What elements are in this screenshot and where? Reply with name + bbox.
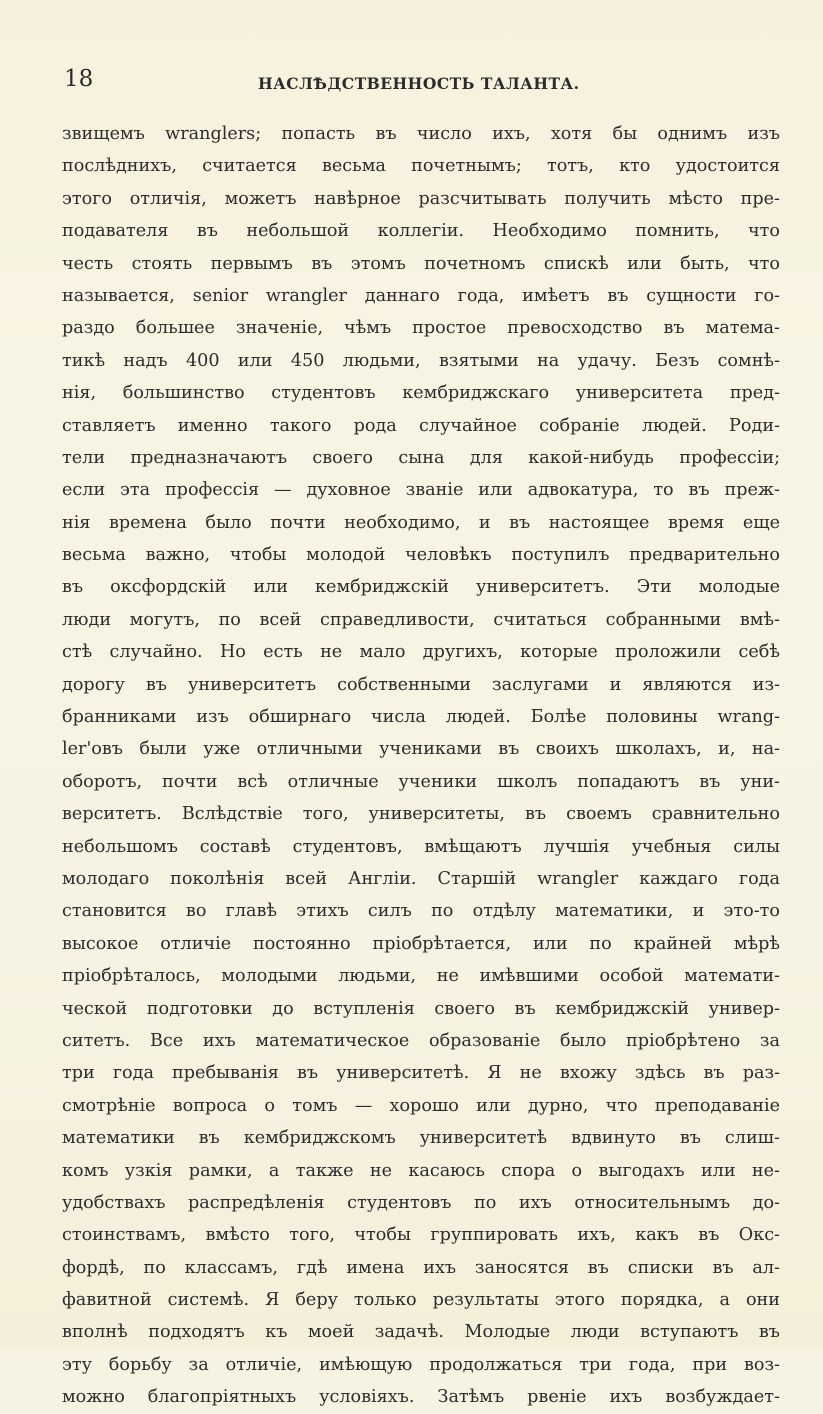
text-line: становится во главѣ этихъ силъ по отдѣлу математики, и это-то: [62, 901, 780, 922]
text-line: стѣ случайно. Но есть не мало другихъ, которые проложили себѣ: [62, 642, 780, 663]
text-line: нія времена было почти необходимо, и въ настоящее время еще: [62, 512, 780, 533]
text-line: смотрѣніе вопроса о томъ — хорошо или дурно, что преподаваніе: [62, 1095, 780, 1116]
text-line: математики въ кембриджскомъ университетѣ вдвинуто въ слиш-: [62, 1128, 780, 1149]
text-line: фордѣ, по классамъ, гдѣ имена ихъ заносятся въ списки въ ал-: [62, 1257, 780, 1278]
text-line: ческой подготовки до вступленія своего въ кембриджскій универ-: [62, 998, 780, 1019]
text-line: если эта профессія — духовное званіе или адвокатура, то въ преж-: [62, 480, 780, 501]
text-line: стоинствамъ, вмѣсто того, чтобы группировать ихъ, какъ въ Окс-: [62, 1225, 780, 1246]
page-header: [62, 66, 780, 102]
text-line: раздо большее значеніе, чѣмъ простое превосходство въ матема-: [62, 318, 780, 339]
text-line: въ оксфордскій или кембриджскій университетъ. Эти молодые: [62, 577, 780, 598]
text-line: называется, senior wrangler даннаго года, имѣетъ въ сущности го-: [62, 285, 780, 306]
text-line: тикѣ надъ 400 или 450 людьми, взятыми на удачу. Безъ сомнѣ-: [62, 350, 780, 371]
text-line: нія, большинство студентовъ кембриджскаго университета пред-: [62, 383, 780, 404]
text-line: можно благопріятныхъ условіяхъ. Затѣмъ рвеніе ихъ возбуждает-: [62, 1387, 780, 1408]
text-line: люди могутъ, по всей справедливости, считаться собранными вмѣ-: [62, 609, 780, 630]
text-line: дорогу въ университетъ собственными заслугами и являются из-: [62, 674, 780, 695]
text-line: комъ узкія рамки, а также не касаюсь спора о выгодахъ или не-: [62, 1160, 780, 1181]
text-line: пріобрѣталось, молодыми людьми, не имѣвшими особой математи-: [62, 966, 780, 987]
text-line: тели предназначаютъ своего сына для какой-нибудь профессіи;: [62, 447, 780, 468]
text-line: фавитной системѣ. Я беру только результаты этого порядка, а они: [62, 1290, 780, 1311]
text-line: три года пребыванія въ университетѣ. Я не вхожу здѣсь въ раз-: [62, 1063, 780, 1084]
text-line: высокое отличіе постоянно пріобрѣтается, или по крайней мѣрѣ: [62, 933, 780, 954]
text-line: ставляетъ именно такого рода случайное собраніе людей. Роди-: [62, 415, 780, 436]
text-line: послѣднихъ, считается весьма почетнымъ; тотъ, кто удостоится: [62, 156, 780, 177]
text-line: звищемъ wranglers; попасть въ число ихъ, хотя бы однимъ изъ: [62, 124, 780, 144]
text-line: этого отличія, можетъ навѣрное разсчитывать получить мѣсто пре-: [62, 188, 780, 209]
text-line: эту борьбу за отличіе, имѣющую продолжаться три года, при воз-: [62, 1354, 780, 1375]
text-line: удобствахъ распредѣленія студентовъ по ихъ относительнымъ до-: [62, 1192, 780, 1213]
text-line: вполнѣ подходятъ къ моей задачѣ. Молодые люди вступаютъ въ: [62, 1322, 780, 1343]
text-line: верситетъ. Вслѣдствіе того, университеты, въ своемъ сравнительно: [62, 804, 780, 825]
body-text: [62, 118, 780, 1414]
text-line: ситетъ. Все ихъ математическое образованіе было пріобрѣтено за: [62, 1030, 780, 1051]
text-line: ler'овъ были уже отличными учениками въ своихъ школахъ, и, на-: [62, 739, 780, 760]
page-number: 18: [64, 66, 94, 92]
text-line: подавателя въ небольшой коллегіи. Необходимо помнить, что: [62, 221, 780, 242]
text-line: небольшомъ составѣ студентовъ, вмѣщаютъ лучшія учебныя силы: [62, 836, 780, 857]
text-line: бранниками изъ обширнаго числа людей. Болѣе половины wrang-: [62, 707, 780, 728]
text-line: оборотъ, почти всѣ отличные ученики школъ попадаютъ въ уни-: [62, 771, 780, 792]
running-title: НАСЛѢДСТВЕННОСТЬ ТАЛАНТА.: [258, 74, 580, 93]
text-line: молодаго поколѣнія всей Англіи. Старшій wrangler каждаго года: [62, 868, 780, 889]
text-line: весьма важно, чтобы молодой человѣкъ поступилъ предварительно: [62, 545, 780, 566]
text-line: честь стоять первымъ въ этомъ почетномъ спискѣ или быть, что: [62, 253, 780, 274]
